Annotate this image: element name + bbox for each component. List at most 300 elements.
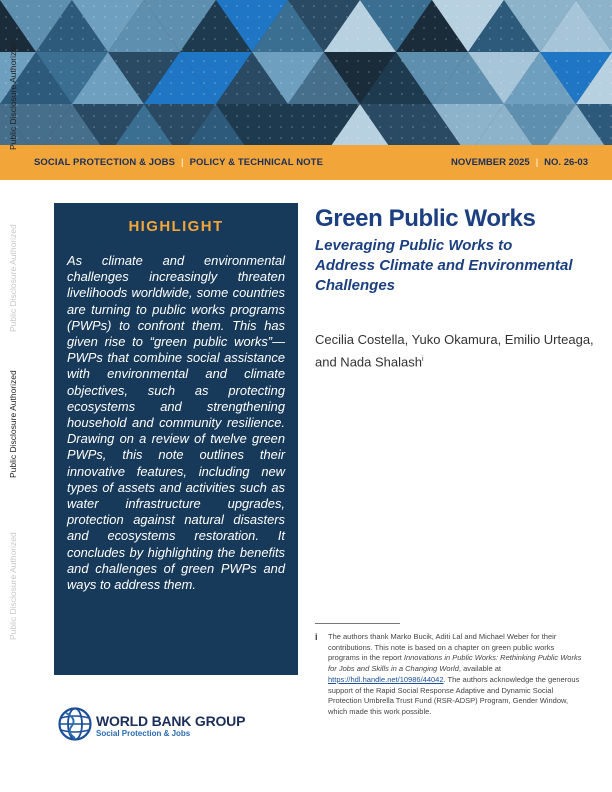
banner-dot [533,104,535,106]
banner-dot [203,93,205,95]
banner-dot [544,115,546,117]
banner-dot [203,60,205,62]
banner-dot [544,38,546,40]
banner-dot [423,38,425,40]
banner-dot [192,126,194,128]
banner-dot [423,60,425,62]
banner-dot [38,93,40,95]
banner-dot [203,5,205,7]
banner-dot [456,115,458,117]
banner-dot [214,93,216,95]
banner-dot [214,115,216,117]
banner-dot [544,49,546,51]
banner-dot [269,5,271,7]
banner-dot [5,27,7,29]
banner-dot [357,104,359,106]
banner-dot [302,82,304,84]
banner-dot [313,82,315,84]
banner-dot [588,27,590,29]
banner-dot [324,16,326,18]
banner-dot [137,137,139,139]
banner-dot [456,60,458,62]
banner-dot [236,60,238,62]
banner-dot [148,27,150,29]
banner-dot [148,137,150,139]
banner-dot [368,49,370,51]
banner-dot [137,27,139,29]
banner-dot [258,115,260,117]
banner-dot [335,49,337,51]
banner-dot [16,27,18,29]
banner-dot [390,49,392,51]
banner-dot [126,104,128,106]
banner-dot [599,104,601,106]
banner-dot [467,104,469,106]
banner-dot [533,49,535,51]
banner-dot [280,38,282,40]
banner-dot [555,93,557,95]
banner-dot [115,27,117,29]
banner-dot [159,115,161,117]
banner-dot [500,115,502,117]
banner-dot [379,5,381,7]
banner-dot [533,115,535,117]
banner-dot [588,38,590,40]
banner-dot [445,115,447,117]
banner-dot [60,93,62,95]
banner-dot [434,82,436,84]
banner-dot [313,115,315,117]
banner-dot [379,16,381,18]
banner-dot [379,126,381,128]
series-line [34,157,323,168]
banner-dot [104,16,106,18]
banner-dot [170,71,172,73]
banner-dot [357,60,359,62]
banner-dot [357,82,359,84]
banner-dot [258,38,260,40]
banner-dot [445,38,447,40]
banner-dot [577,104,579,106]
banner-dot [390,82,392,84]
banner-dot [346,82,348,84]
banner-dot [115,115,117,117]
banner-dot [137,82,139,84]
banner-dot [269,60,271,62]
banner-dot [93,82,95,84]
banner-dot [456,49,458,51]
banner-dot [302,71,304,73]
banner-dot [489,16,491,18]
footnote-part-1: The authors thank Marko Bucik, Aditi Lal and Michael Weber for their contributions. This note is based on a chapter on green public works programs in the report [328,632,557,663]
banner-dot [181,60,183,62]
banner-dot [214,71,216,73]
banner-dot [599,27,601,29]
banner-dot [599,49,601,51]
banner-dot [401,5,403,7]
issue-separator: | [535,157,539,168]
banner-dot [544,16,546,18]
banner-dot [93,5,95,7]
banner-dot [269,115,271,117]
banner-dot [38,27,40,29]
banner-dot [555,49,557,51]
banner-dot [82,93,84,95]
banner-dot [456,104,458,106]
banner-dot [357,137,359,139]
banner-dot [368,115,370,117]
banner-dot [148,71,150,73]
banner-dot [247,49,249,51]
banner-dot [269,93,271,95]
banner-dot [599,38,601,40]
banner-dot [302,49,304,51]
banner-dot [159,126,161,128]
banner-dot [225,16,227,18]
banner-dot [214,16,216,18]
banner-dot [500,5,502,7]
banner-dot [379,27,381,29]
banner-dot [148,115,150,117]
banner-dot [170,49,172,51]
banner-dot [335,115,337,117]
banner-dot [522,82,524,84]
banner-dot [599,115,601,117]
banner-dot [82,60,84,62]
banner-dot [346,137,348,139]
banner-dot [115,71,117,73]
banner-dot [357,126,359,128]
banner-dot [27,16,29,18]
banner-dot [368,82,370,84]
banner-dot [181,27,183,29]
banner-dot [335,126,337,128]
banner-dot [27,115,29,117]
banner-dot [280,71,282,73]
banner-dot [247,38,249,40]
banner-dot [423,137,425,139]
banner-dot [82,49,84,51]
banner-dot [346,27,348,29]
banner-dot [412,82,414,84]
banner-dot [269,38,271,40]
banner-dot [467,93,469,95]
banner-dot [258,93,260,95]
banner-dot [269,71,271,73]
banner-dot [126,38,128,40]
banner-dot [324,27,326,29]
banner-dot [324,60,326,62]
banner-dot [313,71,315,73]
banner-dot [489,115,491,117]
banner-dot [115,49,117,51]
banner-dot [401,137,403,139]
banner-dot [401,27,403,29]
banner-dot [137,126,139,128]
banner-dot [379,71,381,73]
banner-dot [60,82,62,84]
banner-dot [478,71,480,73]
banner-dot [588,5,590,7]
banner-dot [313,16,315,18]
banner-dot [60,71,62,73]
banner-dot [577,93,579,95]
banner-dot [71,137,73,139]
banner-dot [423,5,425,7]
banner-dot [324,126,326,128]
banner-dot [71,82,73,84]
banner-dot [192,137,194,139]
banner-dot [181,104,183,106]
banner-dot [555,126,557,128]
banner-dot [346,16,348,18]
banner-dot [313,27,315,29]
banner-dot [214,27,216,29]
banner-dot [401,71,403,73]
banner-dot [555,71,557,73]
banner-dot [225,5,227,7]
world-bank-logo [58,707,258,743]
banner-dot [159,93,161,95]
banner-dot [445,137,447,139]
series-separator: | [181,157,184,168]
banner-dot [412,104,414,106]
banner-dot [478,60,480,62]
banner-dot [203,115,205,117]
banner-dot [302,93,304,95]
banner-dot [192,16,194,18]
banner-dot [247,137,249,139]
banner-dot [302,137,304,139]
banner-dot [104,82,106,84]
banner-dot [368,38,370,40]
banner-dot [522,93,524,95]
banner-dot [390,60,392,62]
banner-dot [49,104,51,106]
banner-dot [137,104,139,106]
banner-dot [137,5,139,7]
banner-dot [192,104,194,106]
banner-dot [445,93,447,95]
banner-dot [478,49,480,51]
banner-dot [38,82,40,84]
banner-dot [5,126,7,128]
banner-dot [104,60,106,62]
banner-dot [115,93,117,95]
banner-dot [434,126,436,128]
banner-dot [137,49,139,51]
banner-dot [16,16,18,18]
banner-dot [500,104,502,106]
banner-dot [302,126,304,128]
banner-dot [522,126,524,128]
banner-dot [258,104,260,106]
banner-dot [269,137,271,139]
banner-dot [280,60,282,62]
banner-dot [522,104,524,106]
banner-dot [93,93,95,95]
banner-dot [423,16,425,18]
banner-dot [192,115,194,117]
disclosure-label-3: Public Disclosure Authorized [8,370,18,478]
banner-dot [159,49,161,51]
banner-dot [401,49,403,51]
banner-dot [5,137,7,139]
banner-dot [38,137,40,139]
banner-dot [412,38,414,40]
banner-dot [500,38,502,40]
banner-dot [500,60,502,62]
banner-dot [269,49,271,51]
banner-dot [93,126,95,128]
banner-dot [533,82,535,84]
banner-dot [214,49,216,51]
banner-dot [434,71,436,73]
banner-dot [390,16,392,18]
footnote-divider [315,623,400,624]
footnote-text [328,632,583,718]
banner-dot [170,27,172,29]
banner-dot [225,49,227,51]
banner-dot [555,27,557,29]
banner-dot [159,137,161,139]
banner-dot [401,16,403,18]
banner-dot [423,115,425,117]
footnote-marker: i [315,632,318,642]
banner-dot [126,16,128,18]
banner-dot [104,38,106,40]
banner-dot [434,16,436,18]
banner-dot [357,49,359,51]
banner-dot [38,38,40,40]
banner-dot [390,126,392,128]
banner-dot [346,49,348,51]
banner-dot [313,137,315,139]
banner-dot [368,71,370,73]
banner-dot [533,5,535,7]
banner-dot [159,104,161,106]
banner-dot [49,60,51,62]
banner-dot [71,93,73,95]
banner-dot [489,5,491,7]
banner-dot [225,82,227,84]
banner-dot [38,16,40,18]
banner-dot [148,93,150,95]
banner-dot [489,27,491,29]
banner-dot [467,49,469,51]
banner-dot [522,27,524,29]
banner-dot [60,137,62,139]
banner-dot [236,115,238,117]
banner-dot [401,38,403,40]
banner-dot [390,137,392,139]
banner-dot [225,71,227,73]
banner-dot [346,71,348,73]
banner-dot [291,27,293,29]
banner-dot [478,115,480,117]
banner-dot [60,104,62,106]
banner-dot [478,27,480,29]
banner-dot [434,38,436,40]
banner-dot [170,137,172,139]
banner-dot [456,82,458,84]
banner-dot [588,126,590,128]
banner-dot [390,104,392,106]
note-type-label: POLICY & TECHNICAL NOTE [189,157,323,168]
banner-dot [192,82,194,84]
banner-dot [357,27,359,29]
banner-dot [104,115,106,117]
banner-dot [16,5,18,7]
banner-dot [82,5,84,7]
banner-dot [247,115,249,117]
banner-dot [159,71,161,73]
banner-dot [203,27,205,29]
banner-dot [27,5,29,7]
banner-dot [412,49,414,51]
banner-dot [489,93,491,95]
issue-number: NO. 26-03 [544,157,588,168]
banner-dot [599,137,601,139]
banner-dot [555,82,557,84]
banner-dot [445,16,447,18]
banner-dot [434,93,436,95]
banner-dot [379,82,381,84]
disclosure-label-2: Public Disclosure Authorized [8,224,18,332]
banner-dot [225,93,227,95]
banner-dot [599,71,601,73]
banner-dot [291,71,293,73]
banner-dot [93,137,95,139]
banner-dot [236,71,238,73]
banner-dot [170,115,172,117]
banner-dot [5,60,7,62]
banner-dot [302,16,304,18]
banner-dot [467,27,469,29]
banner-dot [291,16,293,18]
banner-dot [159,5,161,7]
banner-dot [324,5,326,7]
banner-dot [566,38,568,40]
banner-dot [500,27,502,29]
banner-dot [16,38,18,40]
banner-dot [71,60,73,62]
banner-dot [214,82,216,84]
banner-dot [412,93,414,95]
banner-dot [38,126,40,128]
banner-dot [49,71,51,73]
banner-dot [566,115,568,117]
banner-dot [291,82,293,84]
banner-dot [346,104,348,106]
banner-dot [423,104,425,106]
banner-dot [467,16,469,18]
banner-dot [236,93,238,95]
banner-dot [445,60,447,62]
banner-dot [280,115,282,117]
banner-dot [302,115,304,117]
banner-dot [104,137,106,139]
banner-dot [467,137,469,139]
banner-dot [291,104,293,106]
banner-dot [280,104,282,106]
footnote-link[interactable]: https://hdl.handle.net/10986/44042 [328,674,444,684]
banner-dot [115,126,117,128]
banner-dot [324,137,326,139]
banner-dot [302,60,304,62]
banner-dot [93,60,95,62]
banner-dot [104,27,106,29]
